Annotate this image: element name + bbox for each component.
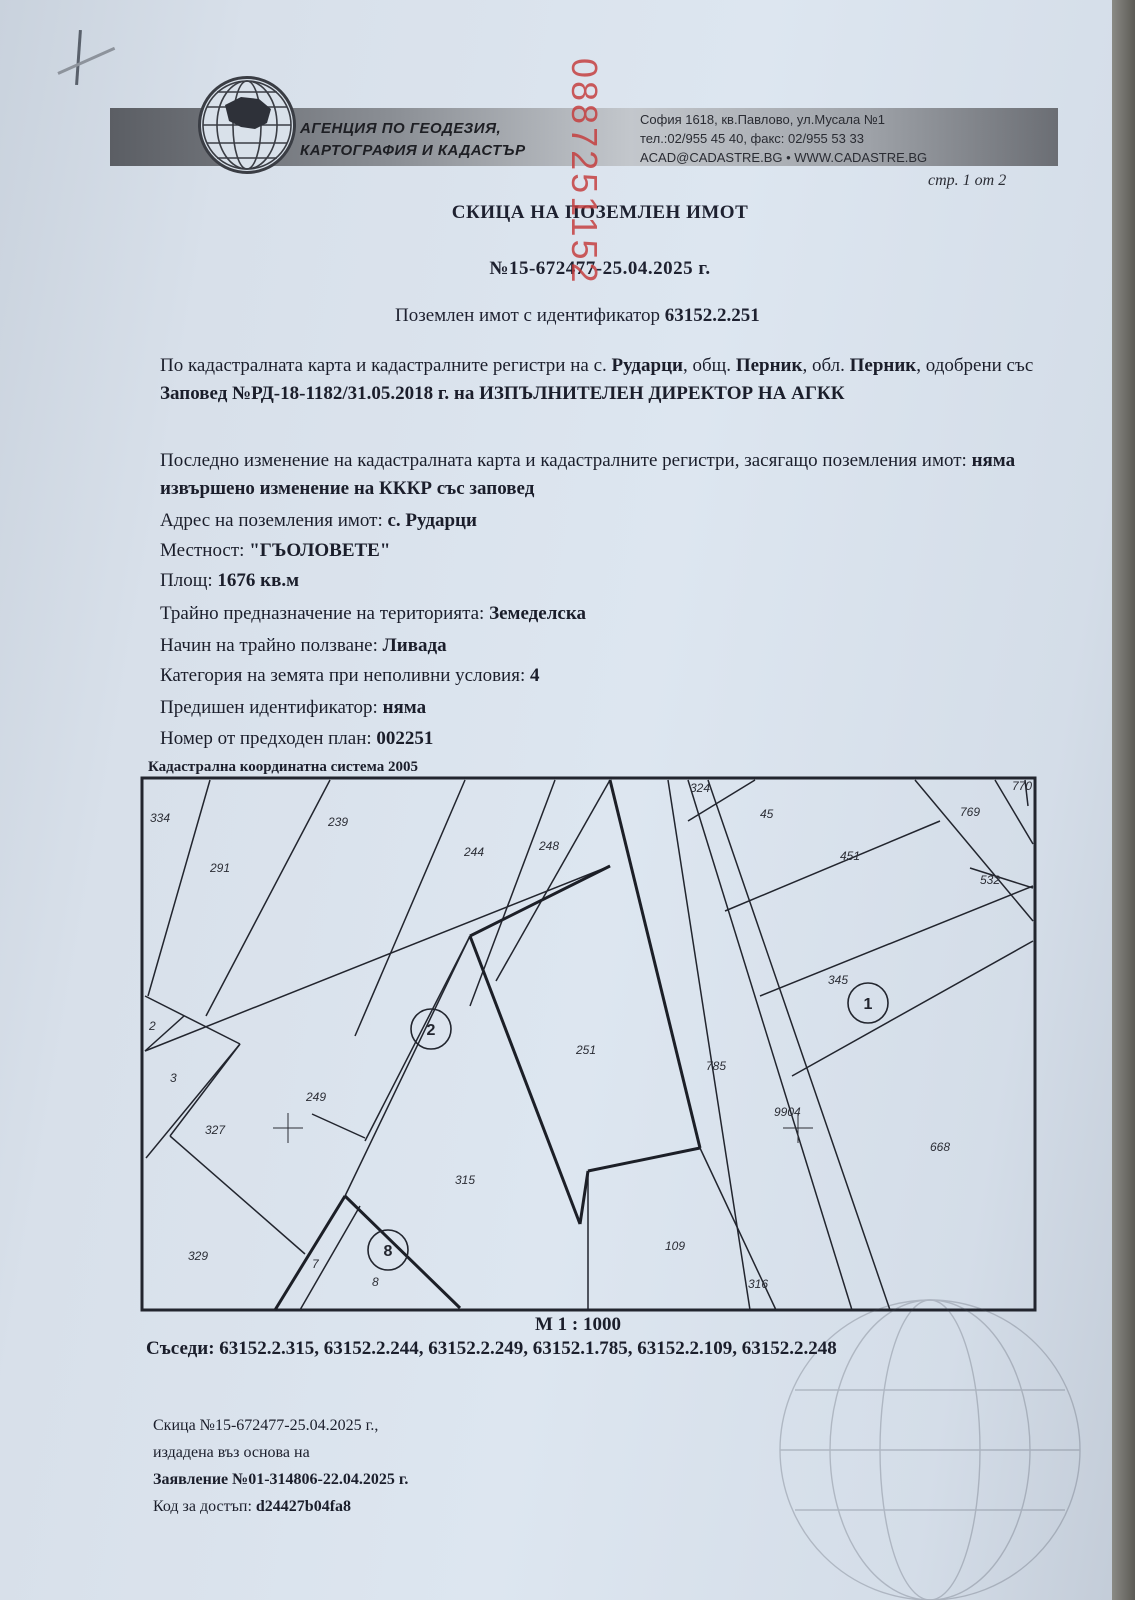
locality-value: "ГЪОЛОВЕТЕ" [249,540,391,561]
background-table [1112,0,1135,1600]
parcel-label-249: 249 [306,1090,327,1104]
category-value: 4 [529,665,540,686]
area-row [160,567,1040,595]
address-row [160,507,1040,535]
area-label: Площ: [160,570,213,591]
agency-contact [640,110,960,167]
region: Перник [849,355,917,376]
prev-id-value: няма [382,697,427,718]
staple [57,47,115,75]
parcel-label-8: 8 [372,1275,379,1289]
region-label: , обл. [802,355,845,376]
last-change-label: Последно изменение на кадастралната карта и кадастралните регистри, засягащо поземления имот: [160,450,967,471]
parcel-label-239: 239 [328,815,349,829]
circle-marker-label-1: 1 [863,996,873,1013]
cadastral-source: По кадастралната карта и кадастралните регистри на с. Рударци, общ. Перник, обл. Перник, одобрени със Заповед №РД-18-1182/31.05.2018 г. на ИЗПЪЛНИТЕЛЕН ДИРЕКТОР НА АГКК [160,355,1034,404]
purpose-value: Земеделска [489,603,586,624]
prev-id-row [160,694,1040,722]
agency-name-line2: КАРТОГРАФИЯ И КАДАСТЪР [300,142,526,159]
area-value: 1676 кв.м [217,570,300,591]
parcel-label-668: 668 [930,1140,951,1154]
watermark-globe-icon [760,1280,1100,1600]
municipality: Перник [735,355,803,376]
parcel-label-451: 451 [840,849,861,863]
approval-order: Заповед №РД-18-1182/31.05.2018 г. на ИЗПЪЛНИТЕЛЕН ДИРЕКТОР НА АГКК [160,383,845,404]
identifier-value: 63152.2.251 [664,305,760,326]
agency-name [300,118,560,162]
footer-issued-basis: издадена въз основа на [153,1444,310,1461]
neighbors-list: 63152.2.315, 63152.2.244, 63152.2.249, 63152.1.785, 63152.2.109, 63152.2.248 [219,1338,837,1359]
parcel-label-2: 2 [149,1019,156,1033]
locality-row [160,537,1040,565]
staple-mark [75,30,82,85]
agency-name-line1: АГЕНЦИЯ ПО ГЕОДЕЗИЯ, [300,120,502,137]
page-number: стр. 1 от 2 [928,172,1007,189]
parcel-label-785: 785 [706,1059,727,1073]
parcel-label-327: 327 [205,1123,226,1137]
access-code-label: Код за достъп: [153,1498,252,1515]
prev-plan-row [160,725,1040,753]
contact-web: ACAD@CADASTRE.BG • WWW.CADASTRE.BG [640,150,928,165]
parcel-label-251: 251 [576,1043,597,1057]
parcel-label-248: 248 [539,839,560,853]
parcel-label-109: 109 [665,1239,686,1253]
footer-application: Заявление №01-314806-22.04.2025 г. [153,1471,409,1488]
purpose-row [160,600,1040,628]
prev-plan-label: Номер от предходен план: [160,728,372,749]
parcel-label-315: 315 [455,1173,476,1187]
coordinate-system-label: Кадастрална координатна система 2005 [148,759,418,775]
category-row [160,662,1040,690]
footer-access [153,1493,408,1520]
purpose-label: Трайно предназначение на територията: [160,603,485,624]
access-code: d24427b04fa8 [255,1498,352,1515]
usage-value: Ливада [382,635,447,656]
document-number: №15-672477-25.04.2025 г. [489,258,711,279]
approved-label: одобрени със [925,355,1034,376]
prev-id-label: Предишен идентификатор: [160,697,378,718]
contact-address: София 1618, кв.Павлово, ул.Мусала №1 [640,112,886,127]
identifier-label: Поземлен имот с идентификатор [395,305,661,326]
parcel-label-291: 291 [210,861,231,875]
municipality-label: , общ. [683,355,732,376]
parcel-label-316: 316 [748,1277,769,1291]
usage-row [160,632,1040,660]
parcel-label-45: 45 [760,807,774,821]
parcel-label-324: 324 [690,781,711,795]
locality-label: Местност: [160,540,245,561]
neighbors-label: Съседи: [146,1338,215,1359]
agency-logo-globe-icon [198,76,296,174]
category-label: Категория на земята при неполивни условия: [160,665,526,686]
parcel-label-244: 244 [464,845,485,859]
footer-sketch-number: Скица №15-672477-25.04.2025 г., [153,1417,379,1434]
last-change-value: няма извършено изменение на КККР със заповед [160,450,1016,499]
address-label: Адрес на поземления имот: [160,510,383,531]
parcel-label-532: 532 [980,873,1001,887]
prev-plan-value: 002251 [376,728,434,749]
phone-stamp: 0887251152 [564,58,605,286]
parcel-label-9904: 9904 [774,1105,801,1119]
parcel-label-770: 770 [1012,779,1033,793]
cadastral-map [140,776,1037,1317]
parcel-label-345: 345 [828,973,849,987]
neighbors [146,1338,837,1360]
cadastral-map-svg [140,776,1037,1312]
usage-label: Начин на трайно ползване: [160,635,378,656]
parcel-label-329: 329 [188,1249,209,1263]
village: Рударци [611,355,683,376]
last-change [160,447,1040,503]
source-text: По кадастралната карта и кадастралните регистри на с. [160,355,607,376]
document-title: СКИЦА НА ПОЗЕМЛЕН ИМОТ [451,202,749,223]
parcel-label-334: 334 [150,811,171,825]
map-scale: M 1 : 1000 [535,1314,622,1335]
parcel-label-769: 769 [960,805,981,819]
contact-phone: тел.:02/955 45 40, факс: 02/955 53 33 [640,131,864,146]
circle-marker-label-8: 8 [383,1243,393,1260]
circle-marker-label-2: 2 [426,1022,436,1039]
footer [153,1412,408,1520]
parcel-label-7: 7 [312,1257,319,1271]
address-value: с. Рударци [387,510,477,531]
parcel-label-3: 3 [170,1071,177,1085]
